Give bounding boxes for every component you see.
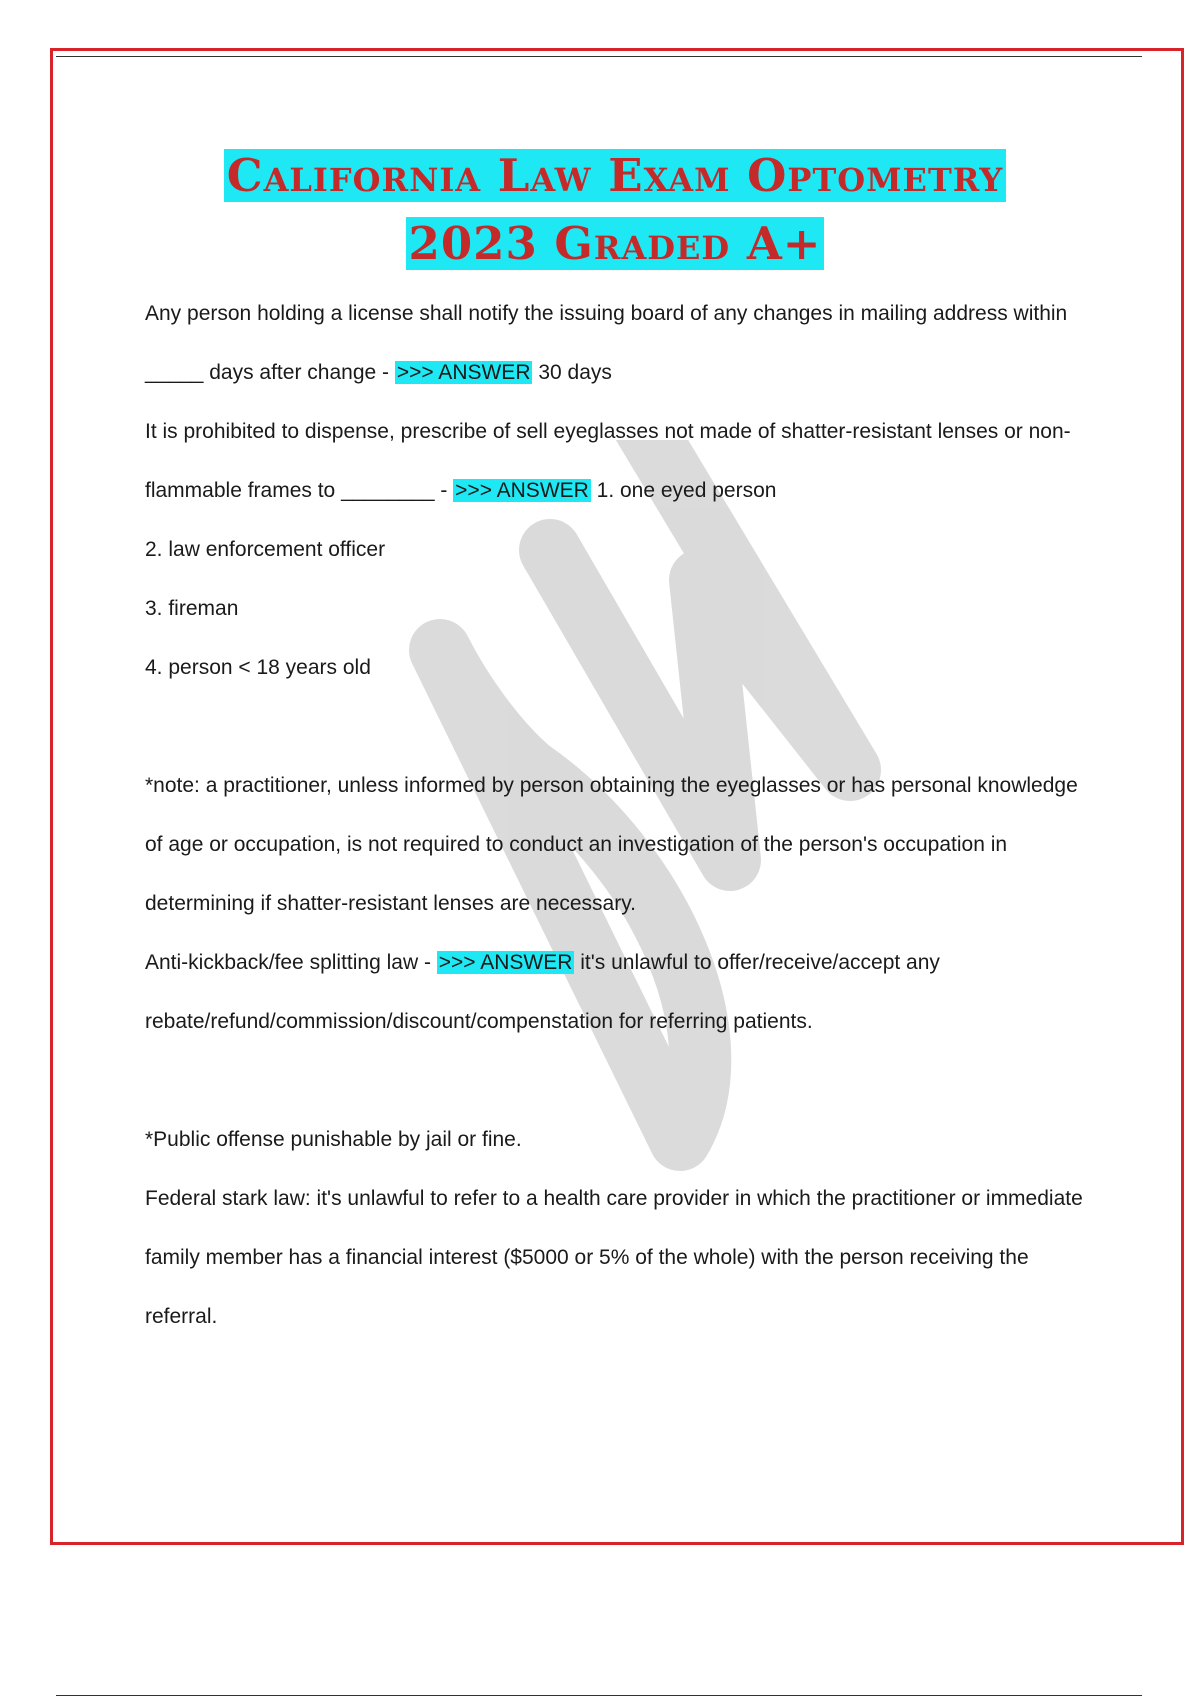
- document-title: [60, 145, 1170, 281]
- title-line-2: 2023 Graded A+: [406, 217, 825, 270]
- note-text: *note: a practitioner, unless informed by person obtaining the eyeglasses or has personal knowledge of age or occupation, is not required to conduct an investigation of the person's occupation in determining if shatter-resistant lenses are necessary.: [145, 774, 1078, 915]
- title-line-1: California Law Exam Optometry: [224, 149, 1006, 202]
- question-text: Any person holding a license shall notify the issuing board of any changes in mailing address within _____ days after change -: [145, 302, 1068, 384]
- paragraph-text: Federal stark law: it's unlawful to refer to a health care provider in which the practitioner or immediate family member has a financial interest ($5000 or 5% of the whole) with the person receiving the referral.: [145, 1187, 1083, 1328]
- question-text: Anti-kickback/fee splitting law -: [145, 951, 437, 974]
- answer-text: 1. one eyed person: [596, 479, 777, 502]
- answer-text: it's unlawful to offer/receive/accept any rebate/refund/commission/discount/compenstation for referring patients.: [145, 951, 940, 1033]
- note-text: *Public offense punishable by jail or fine.: [145, 1128, 522, 1151]
- list-item: 2. law enforcement officer: [145, 538, 386, 561]
- qa-item-3: [145, 933, 1095, 1051]
- top-rule: [56, 56, 1142, 57]
- qa-item-2: [145, 402, 1095, 520]
- answer-marker: >>> ANSWER: [396, 361, 531, 384]
- answer-marker: >>> ANSWER: [438, 951, 573, 974]
- list-item: 4. person < 18 years old: [145, 656, 371, 679]
- bottom-rule: [56, 1695, 1142, 1696]
- question-text: It is prohibited to dispense, prescribe of sell eyeglasses not made of shatter-resistant lenses or non-flammable frames to ________ -: [145, 420, 1071, 502]
- document-body: [145, 284, 1095, 1346]
- spacer: [145, 697, 1095, 756]
- answer-text: 30 days: [538, 361, 612, 384]
- qa-item-1: [145, 284, 1095, 402]
- answer-marker: >>> ANSWER: [455, 479, 589, 502]
- spacer: [145, 1051, 1095, 1110]
- list-item: 3. fireman: [145, 597, 239, 620]
